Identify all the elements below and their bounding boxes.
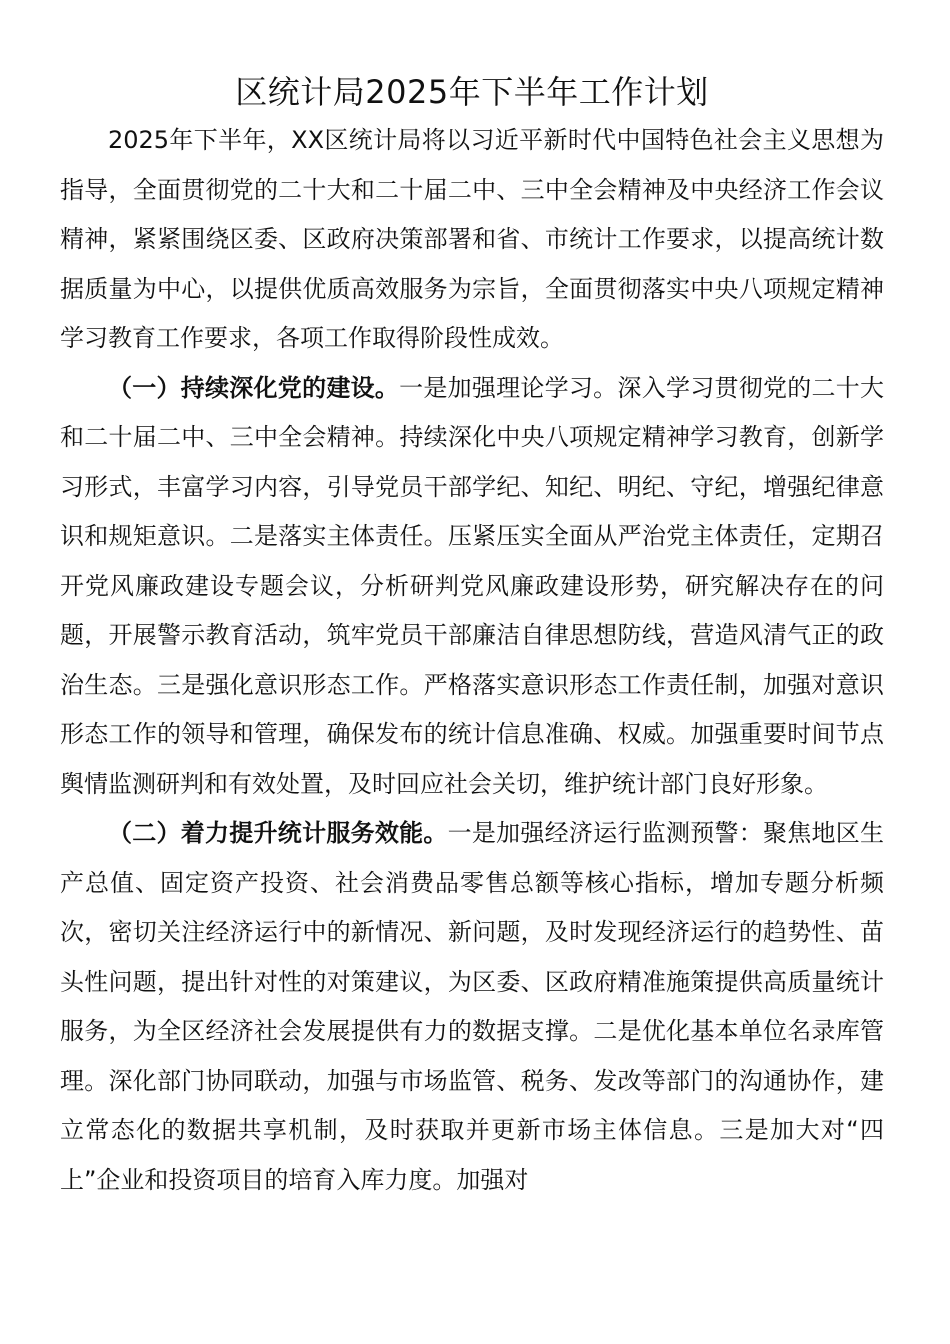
page-title: 区统计局2025年下半年工作计划 bbox=[235, 73, 709, 111]
section-heading-2: （二）着力提升统计服务效能。 bbox=[108, 819, 448, 847]
intro-paragraph: 2025年下半年，XX区统计局将以习近平新时代中国特色社会主义思想为指导，全面贯彻党的二十大和二十届二中、三中全会精神及中央经济工作会议精神，紧紧围绕区委、区政府决策部署和省、市统计工作要求，以提高统计数据质量为中心，以提供优质高效服务为宗旨，全面贯彻落实中央八项规定精神学习教育工作要求，各项工作取得阶段性成效。 bbox=[60, 126, 884, 352]
section-body-2: 一是加强经济运行监测预警：聚焦地区生产总值、固定资产投资、社会消费品零售总额等核心指标，增加专题分析频次，密切关注经济运行中的新情况、新问题，及时发现经济运行的趋势性、苗头性问题，提出针对性的对策建议，为区委、区政府精准施策提供高质量统计服务，为全区经济社会发展提供有力的数据支撑。二是优化基本单位名录库管理。深化部门协同联动，加强与市场监管、税务、发改等部门的沟通协作，建立常态化的数据共享机制，及时获取并更新市场主体信息。三是加大对“四上”企业和投资项目的培育入库力度。加强对 bbox=[60, 819, 885, 1194]
section-body-1: 一是加强理论学习。深入学习贯彻党的二十大和二十届二中、三中全会精神。持续深化中央八项规定精神学习教育，创新学习形式，丰富学习内容，引导党员干部学纪、知纪、明纪、守纪，增强纪律意识和规矩意识。二是落实主体责任。压紧压实全面从严治党主体责任，定期召开党风廉政建设专题会议，分析研判党风廉政建设形势，研究解决存在的问题，开展警示教育活动，筑牢党员干部廉洁自律思想防线，营造风清气正的政治生态。三是强化意识形态工作。严格落实意识形态工作责任制，加强对意识形态工作的领导和管理，确保发布的统计信息准确、权威。加强重要时间节点舆情监测研判和有效处置，及时回应社会关切，维护统计部门良好形象。 bbox=[60, 373, 885, 798]
section-paragraph-1 bbox=[60, 364, 884, 810]
section-paragraph-2 bbox=[60, 809, 884, 1205]
section-heading-1: （一）持续深化党的建设。 bbox=[108, 373, 400, 402]
